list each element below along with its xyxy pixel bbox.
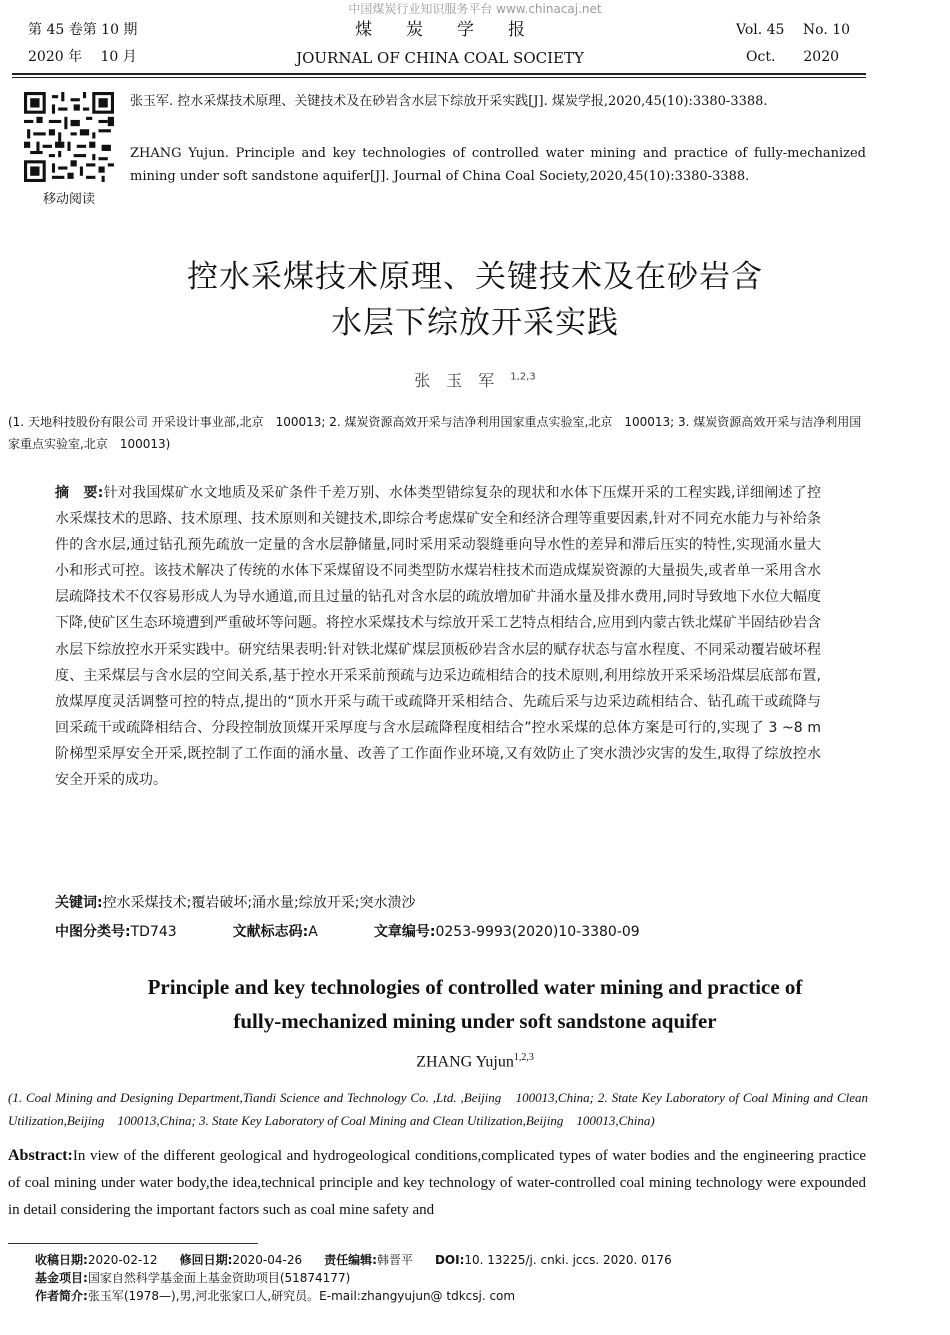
editor-label: 责任编辑: [324,1253,377,1267]
journal-title-en: JOURNAL OF CHINA COAL SOCIETY [296,49,584,67]
keywords-cn [55,892,821,912]
title-en-line1: Principle and key technologies of controlled water mining and practice of [147,975,803,999]
bio-label: 作者简介: [35,1289,88,1303]
author-en [0,1052,950,1071]
received-label: 收稿日期: [35,1253,88,1267]
watermark: 中国煤炭行业知识服务平台 www.chinacaj.net [348,2,602,16]
article-number-value: 0253-9993(2020)10-3380-09 [435,924,640,940]
doi-value[interactable]: 10. 13225/j. cnki. jccs. 2020. 0176 [464,1253,672,1267]
qr-code-icon[interactable] [24,92,114,182]
header-rule [12,73,866,75]
bio-text: 张玉军(1978—),男,河北张家口人,研究员。E-mail:zhangyujun@ tdkcsj. com [87,1289,516,1303]
title-en-line2: fully-mechanized mining under soft sandstone aquifer [233,1009,717,1033]
abstract-en-text: In view of the different geological and hydrogeological conditions,complicated types of water bodies and the engineering practice of coal mining under water body,the idea,technical principle and key technology of water-controlled coal mining technology were expounded in detail considering the important factors such as coal mine safety and [8,1148,866,1218]
clc-label: 中图分类号: [55,924,131,940]
revised-label: 修回日期: [179,1253,233,1267]
abstract-en [8,1142,866,1224]
fund-text: 国家自然科学基金面上基金资助项目(51874177) [87,1271,351,1285]
editor-name: 韩晋平 [376,1253,413,1267]
footnote-fund [35,1269,865,1287]
classification-line [55,921,821,941]
abstract-cn-text: 针对我国煤矿水文地质及采矿条件千差万别、水体类型错综复杂的现状和水体下压煤开采的工程实践,详细阐述了控水采煤技术的思路、技术原理、技术原则和关键技术,即综合考虑煤矿安全和经济合理等重要因素,针对不同充水能力与补给条件的含水层,通过钻孔预先疏放一定量的含水层静储量,同时采用采动裂缝垂向导水性的差异和滞后压实的特性,实现涌水量大小和形式可控。该技术解决了传统的水体下采煤留设不同类型防水煤岩柱技术而造成煤炭资源的大量损失,或者单一采用含水层疏降技术不仅容易形成人为导水通道,而且过量的钻孔对含水层的疏放增加矿井涌水量及排水费用,同时导致地下水位大幅度下降,使矿区生态环境遭到严重破坏等问题。将控水采煤技术与综放开采工艺特点相结合,应用到内蒙古铁北煤矿半固结砂岩含水层下综放控水开采实践中。研究结果表明:针对铁北煤矿煤层顶板砂岩含水层的赋存状态与富水程度、不同采动覆岩破坏程度、主采煤层与含水层的空间关系,基于控水开采采前预疏与边采边疏相结合的技术原则,利用综放开采采场沿煤层底部布置,放煤厚度灵活调整可控的特点,提出的“顶水开采与疏干或疏降开采相结合、先疏后采与边采边疏相结合、钻孔疏干或疏降与回采疏干或疏降相结合、分段控制放顶煤开采厚度与含水层疏降程度相结合”控水采煤的总体方案是可行的,实现了 3 ~8 m 阶梯型采厚安全开采,既控制了工作面的涌水量、改善了工作面作业环境,又有效防止了突水溃沙灾害的发生,取得了综放控水安全开采的成功。 [55,485,821,789]
volume-cn: 第 45 卷第 10 期 [28,22,138,38]
doi-label: DOI: [434,1253,465,1267]
citation-en: ZHANG Yujun. Principle and key technologies of controlled water mining and practice of fully-mechanized mining under soft sandstone aquifer[J]. Journal of China Coal Society,2020,45(10):3380-3388. [130,146,866,184]
footnote-dates [35,1251,865,1269]
abstract-en-label: Abstract: [8,1147,73,1164]
doc-code-label: 文献标志码: [232,924,309,940]
footnote-bio [35,1287,865,1305]
abstract-cn [55,480,821,793]
title-cn-line1: 控水采煤技术原理、关键技术及在砂岩含 [187,259,763,295]
qr-caption: 移动阅读 [42,192,95,207]
article-number-label: 文章编号: [373,924,436,940]
author-en-sup: 1,2,3 [513,1052,534,1063]
title-cn-line2: 水层下综放开采实践 [331,305,619,341]
footnote-rule [8,1243,258,1244]
date-cn: 2020 年 10 月 [28,49,137,65]
keywords-cn-label: 关键词: [55,895,103,911]
fund-label: 基金项目: [35,1271,88,1285]
author-cn [0,368,950,391]
citation-cn: 张玉军. 控水采煤技术原理、关键技术及在砂岩含水层下综放开采实践[J]. 煤炭学报,2020,45(10):3380-3388. [130,94,768,109]
date-en: Oct. 2020 [746,49,840,65]
affiliation-cn: (1. 天地科技股份有限公司 开采设计事业部,北京 100013; 2. 煤炭资源高效开采与洁净利用国家重点实验室,北京 100013; 3. 煤炭资源高效开采与洁净利用国家重点实验室,北京 100013) [8,415,862,451]
author-cn-sup: 1,2,3 [510,371,536,383]
received-date: 2020-02-12 [87,1253,158,1267]
revised-date: 2020-04-26 [232,1253,303,1267]
doc-code-value: A [308,924,318,940]
journal-title-cn: 煤 炭 学 报 [355,20,525,40]
header-rule-thin [12,77,866,78]
author-en-name: ZHANG Yujun [416,1053,514,1071]
affiliation-en: (1. Coal Mining and Designing Department,Tiandi Science and Technology Co. ,Ltd. ,Beijing 100013,China; 2. State Key Laboratory of Coal Mining and Clean Utilization,Beijing 100013,China; 3. State Key Laboratory of Coal Mining and Clean Utilization,Beijing 100013,China) [8,1090,868,1128]
keywords-cn-text: 控水采煤技术;覆岩破坏;涌水量;综放开采;突水溃沙 [102,895,416,911]
abstract-cn-label: 摘 要: [55,485,104,501]
clc-value: TD743 [130,924,177,940]
author-cn-name: 张玉军 [414,371,511,390]
volume-en: Vol. 45 No. 10 [736,22,851,38]
